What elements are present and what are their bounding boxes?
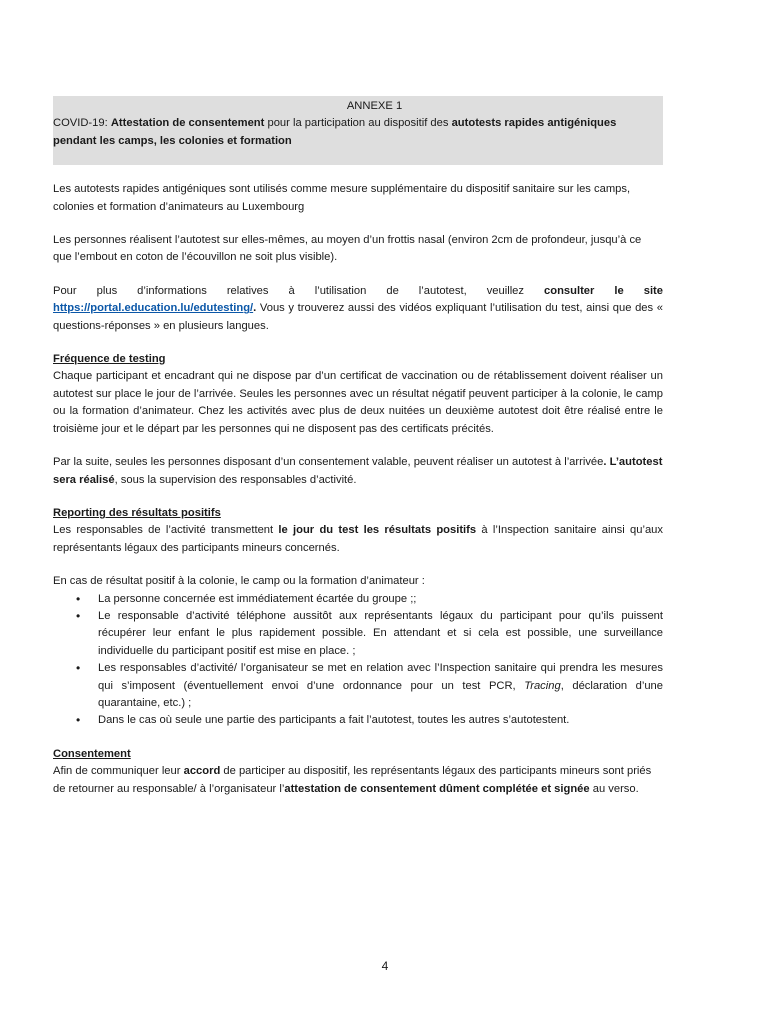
list-item: • Les responsables d’activité/ l’organisateur se met en relation avec l’Inspection sanitaire qui prendra les mesures qui s’imposent (éventuellement envoi d’une ordonnance pour un test PCR, Tracing, déclaration d’une quarantaine, etc.) ; [53,660,663,712]
follow-up-paragraph: Par la suite, seules les personnes disposant d’un consentement valable, peuvent réaliser un autotest à l’arrivée. L’autotest sera réalisé, sous la supervision des responsables d’activité. [53,456,663,486]
heading-reporting: Reporting des résultats positifs [53,506,221,519]
document-body [53,96,663,814]
heading-consentement: Consentement [53,747,131,760]
info-paragraph: Pour plus d’informations relatives à l’utilisation de l’autotest, veuillez consulter le site https://portal.education.lu/edutesting/. Vous y trouverez aussi des vidéos expliquant l’utilisation du test, ainsi que des « questions-réponses » en plusieurs langues. [53,284,663,332]
positive-case-list [53,591,663,730]
annex-title: ANNEXE 1 [346,100,403,112]
positive-case-intro: En cas de résultat positif à la colonie, le camp ou la formation d’animateur : [53,575,425,588]
section-reporting [53,505,663,557]
intro-paragraph: Les autotests rapides antigéniques sont utilisés comme mesure supplémentaire du dispositif sanitaire sur les camps, colonies et formation d’animateurs au Luxembourg [53,183,631,213]
annex-header [53,96,663,165]
frequence-text: Chaque participant et encadrant qui ne dispose par d’un certificat de vaccination ou de rétablissement doivent réaliser un autotest sur place le jour de l’arrivée. Seules les personnes avec un résultat négatif peuvent participer à la colonie, le camp ou la formation d’animateur. Chez les activités avec plus de deux nuitées un deuxième autotest doit être réalisé entre le troisième jour et le départ par les personnes qui ne disposent pas des certificats précités. [53,370,663,435]
reporting-text: Les responsables de l’activité transmettent le jour du test les résultats positifs à l’Inspection sanitaire ainsi qu’aux représentants légaux des participants mineurs concernés. [53,524,663,554]
section-frequence [53,351,663,438]
heading-frequence: Fréquence de testing [53,353,166,366]
list-item: • Dans le cas où seule une partie des participants a fait l’autotest, toutes les autres s’autotestent. [53,712,663,729]
page-number: 4 [381,959,389,973]
consentement-text: Afin de communiquer leur accord de participer au dispositif, les représentants légaux des participants mineurs sont priés de retourner au responsable/ à l’organisateur l’attestation de consentement dûment complétée et signée au verso. [53,765,652,795]
header-subtitle: COVID-19: Attestation de consentement pour la participation au dispositif des autotests rapides antigéniques pendant les camps, les colonies et formation [53,117,617,147]
list-item: • Le responsable d’activité téléphone aussitôt aux représentants légaux du participant pour qu’ils puissent récupérer leur enfant le plus rapidement possible. En attendant et si cela est possible, une surveillance individuelle du participant positif est mise en place. ; [53,608,663,660]
section-consentement [53,746,663,798]
list-item: • La personne concernée est immédiatement écartée du groupe ;; [53,591,663,608]
edutesting-link[interactable]: https://portal.education.lu/edutesting/ [53,302,254,315]
procedure-paragraph: Les personnes réalisent l’autotest sur elles-mêmes, au moyen d’un frottis nasal (environ 2cm de profondeur, jusqu’à ce que l’embout en coton de l’écouvillon ne soit plus visible). [53,234,642,264]
